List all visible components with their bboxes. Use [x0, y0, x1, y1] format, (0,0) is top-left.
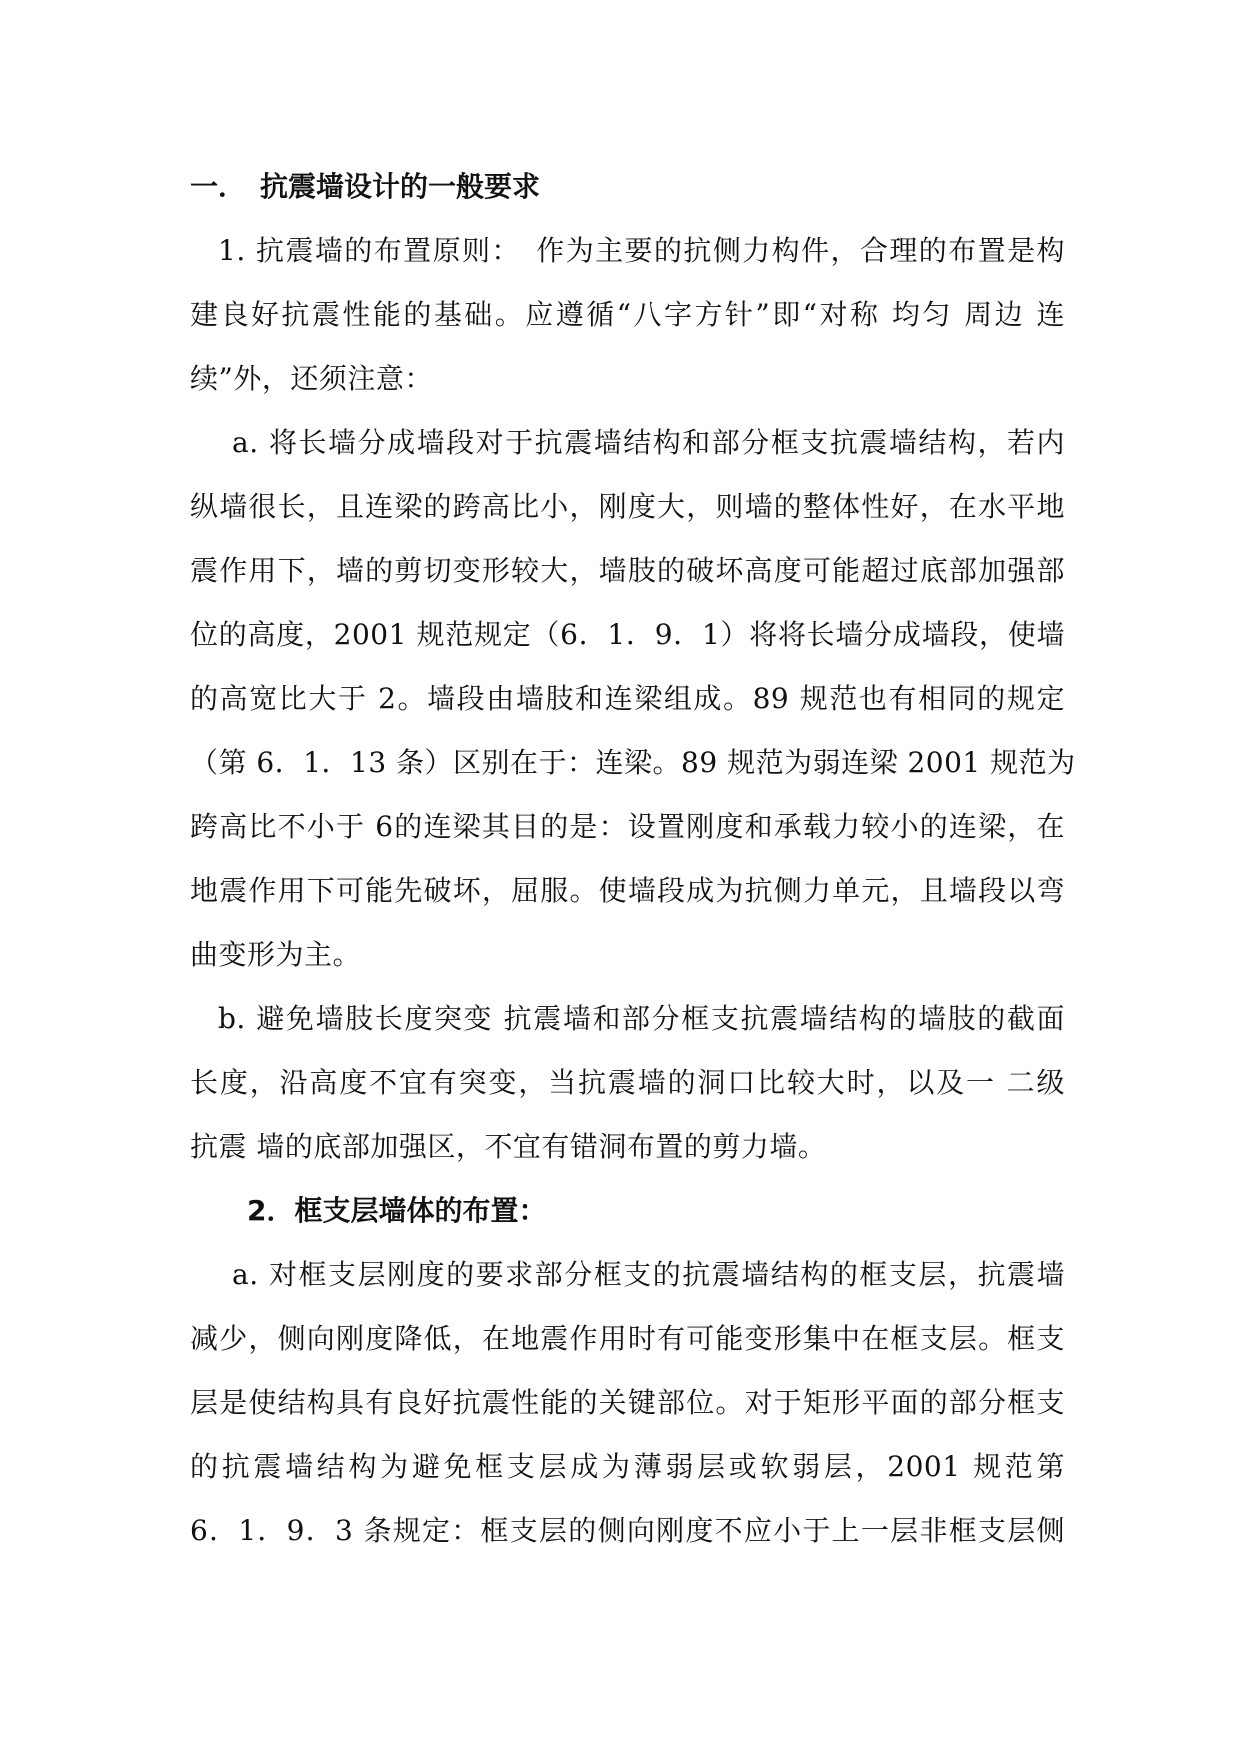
text-line: （第 6．1．13 条）区别在于：连梁。89 规范为弱连梁 2001 规范为 [190, 746, 1076, 779]
text-line: a. 将长墙分成墙段对于抗震墙结构和部分框支抗震墙结构，若内 [232, 426, 1065, 459]
text-line: 6．1．9．3 条规定：框支层的侧向刚度不应小于上一层非框支层侧 [190, 1514, 1065, 1547]
text-line: 震作用下，墙的剪切变形较大，墙肢的破坏高度可能超过底部加强部 [190, 554, 1065, 587]
text-line: 续”外，还须注意： [190, 362, 433, 395]
document-body [190, 155, 1076, 1563]
text-line: 的高宽比大于 2。墙段由墙肢和连梁组成。89 规范也有相同的规定 [190, 682, 1065, 715]
text-line: 长度，沿高度不宜有突变，当抗震墙的洞口比较大时，以及一 二级 [190, 1066, 1065, 1099]
text-line: 的抗震墙结构为避免框支层成为薄弱层或软弱层，2001 规范第 [190, 1450, 1065, 1483]
section-heading-1 [190, 155, 1065, 219]
text-line: 层是使结构具有良好抗震性能的关键部位。对于矩形平面的部分框支 [190, 1386, 1065, 1419]
section-title: 抗震墙设计的一般要求 [260, 170, 541, 203]
paragraph-layout-principles [190, 219, 1065, 411]
text-line: a. 对框支层刚度的要求部分框支的抗震墙结构的框支层，抗震墙 [232, 1258, 1065, 1291]
text-line: 曲变形为主。 [190, 938, 362, 971]
section-heading-2: 2．框支层墙体的布置： [247, 1194, 547, 1227]
text-line: 纵墙很长，且连梁的跨高比小，刚度大，则墙的整体性好，在水平地 [190, 490, 1065, 523]
text-line: 1. 抗震墙的布置原则： 作为主要的抗侧力构件，合理的布置是构 [218, 234, 1065, 267]
paragraph-frame-support-stiffness [190, 1243, 1065, 1563]
text-line: 减少，侧向刚度降低，在地震作用时有可能变形集中在框支层。框支 [190, 1322, 1065, 1355]
text-line: 位的高度，2001 规范规定（6．1．9．1）将将长墙分成墙段，使墙 [190, 618, 1065, 651]
text-line: 建良好抗震性能的基础。应遵循“八字方针”即“对称 均匀 周边 连 [190, 298, 1065, 331]
paragraph-avoid-abrupt-change [190, 987, 1065, 1179]
text-line: b. 避免墙肢长度突变 抗震墙和部分框支抗震墙结构的墙肢的截面 [218, 1002, 1065, 1035]
text-line: 跨高比不小于 6的连梁其目的是：设置刚度和承载力较小的连梁，在 [190, 810, 1065, 843]
paragraph-split-long-walls [190, 411, 1076, 987]
section-number: 一． [190, 170, 247, 203]
text-line: 抗震 墙的底部加强区，不宜有错洞布置的剪力墙。 [190, 1130, 827, 1163]
text-line: 地震作用下可能先破坏，屈服。使墙段成为抗侧力单元，且墙段以弯 [190, 874, 1065, 907]
